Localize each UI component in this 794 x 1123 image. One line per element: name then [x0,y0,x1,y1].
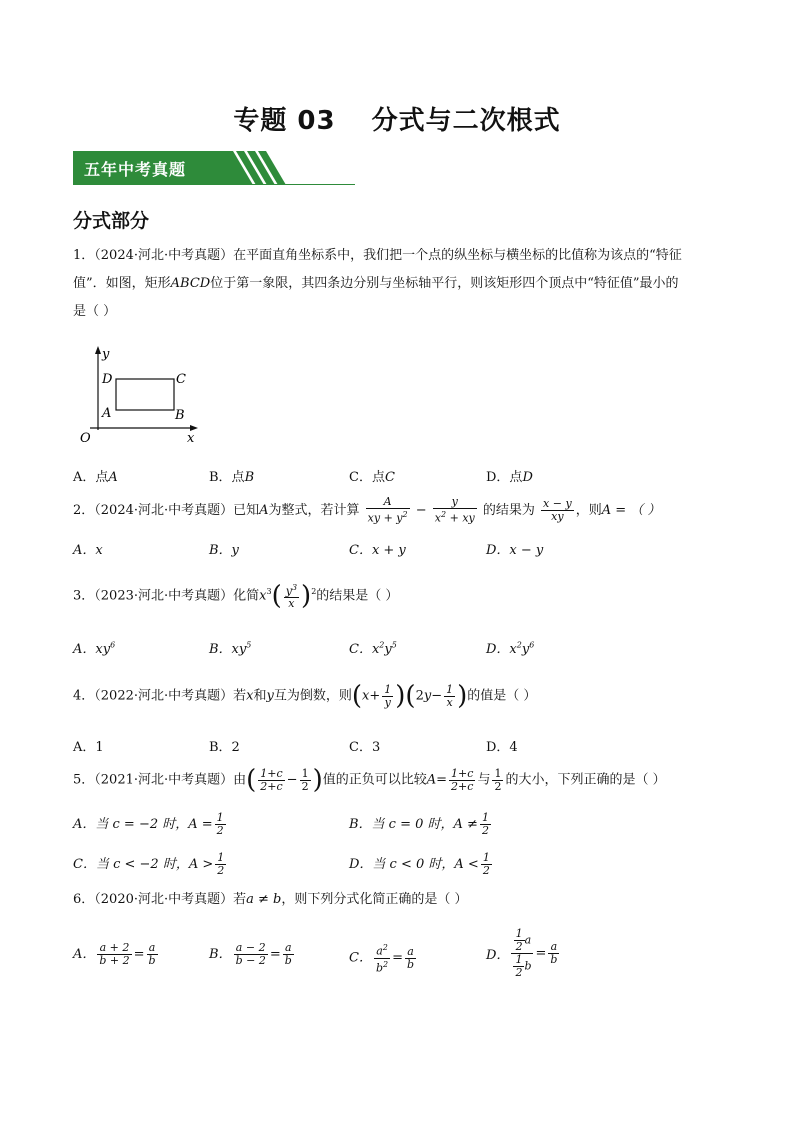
q3-option-b[interactable]: B．$xy^5$ [209,640,252,657]
q6-option-c[interactable]: C． $\frac{a^2}{b^2}$ = $\frac{a}{b}$ [349,943,415,975]
q2-option-d[interactable]: D．x − y [486,543,544,558]
question-5: 5．（2021·河北·中考真题）由( $\frac{1+c}{2+c}$ − $\frac{1}{2}$ )值的正负可以比较A= $\frac{1+c}{2+c}$ 与 $\frac{1}{2}$ 的大小，下列正确的是（ ） [73,765,666,795]
banner-label: 五年中考真题 [84,160,187,179]
q2-option-b[interactable]: B．y [209,543,239,558]
q5-option-a[interactable]: A．当 c = −2 时，A = $\frac{1}{2}$ [73,811,224,837]
q6-option-a[interactable]: A． $\frac{a + 2}{b + 2}$ = $\frac{a}{b}$ [73,941,156,967]
q4-option-b[interactable]: B．2 [209,740,240,755]
question-4: 4．（2022·河北·中考真题）若x和y互为倒数，则(x+ $\frac{1}{y}$ )(2y− $\frac{1}{x}$ )的值是（ ） [73,681,537,711]
q1-line2: 值”．如图，矩形ABCD位于第一象限，其四条边分别与坐标轴平行，则该矩形四个顶点中“特征值”最小的 [73,276,679,291]
q3-frac: $\frac{y^3}{x}$ [285,582,298,611]
q2-option-c[interactable]: C．x + y [349,543,406,558]
fig-point-d: D [102,372,113,387]
q6-option-b[interactable]: B． $\frac{a - 2}{b - 2}$ = $\frac{a}{b}$ [209,941,292,967]
q1-line3: 是（ ） [73,304,117,319]
q3-option-a[interactable]: A．$xy^6$ [73,640,116,657]
fig-point-a: A [102,406,112,421]
q3-option-d[interactable]: D．$x^2y^6$ [486,640,535,657]
fig-x-label: x [187,431,195,444]
fig-point-c: C [176,372,186,387]
page-title [0,100,794,137]
question-2: 2．（2024·河北·中考真题）已知A为整式，若计算 $\frac{A}{xy + y^2}$ − $\frac{y}{x^2 + xy}$ 的结果为 $\frac{x - y}{xy}$ ，则A = （ ） [73,495,661,525]
fig-point-b: B [175,408,185,423]
q5-option-b[interactable]: B．当 c = 0 时，A ≠ $\frac{1}{2}$ [349,811,489,837]
title-prefix: 专题 03 [233,106,336,136]
q5-option-c[interactable]: C．当 c < −2 时，A > $\frac{1}{2}$ [73,851,225,877]
q1-option-d[interactable]: D．点D [486,470,533,485]
q4-option-a[interactable]: A．1 [73,740,104,755]
question-6: 6．（2020·河北·中考真题）若a ≠ b，则下列分式化简正确的是（ ） [73,892,468,907]
q1-figure [72,344,202,444]
q1-option-b[interactable]: B．点B [209,470,255,485]
q1-option-c[interactable]: C．点C [349,470,395,485]
q5-option-d[interactable]: D．当 c < 0 时，A < $\frac{1}{2}$ [349,851,490,877]
section-heading: 分式部分 [73,210,150,232]
q2-option-a[interactable]: A．x [73,543,103,558]
question-1 [73,242,733,326]
q6-option-d[interactable]: D． $\frac{1}{2}$ a $\frac{1}{2}$ b = $\frac{a}{b}$ [486,927,558,979]
title-main: 分式与二次根式 [371,106,561,136]
q2-frac3: $\frac{x - y}{xy}$ [543,496,572,523]
q2-frac2: $\frac{y}{x^2 + xy}$ [434,495,475,525]
q1-option-a[interactable]: A．点A [73,470,118,485]
q4-option-d[interactable]: D．4 [486,740,518,755]
q1-line1: 1．（2024·河北·中考真题）在平面直角坐标系中，我们把一个点的纵坐标与横坐标的比值称为该点的“特征 [73,248,682,263]
fig-y-label: y [102,347,110,362]
q2-frac1: $\frac{A}{xy + y^2}$ [367,495,408,525]
q3-option-c[interactable]: C．$x^2y^5$ [349,640,397,657]
fig-origin-label: O [80,431,91,444]
q4-option-c[interactable]: C．3 [349,740,381,755]
question-3: 3．（2023·河北·中考真题）化简$x^3$( $\frac{y^3}{x}$ )$^2$的结果是（ ） [73,580,399,611]
